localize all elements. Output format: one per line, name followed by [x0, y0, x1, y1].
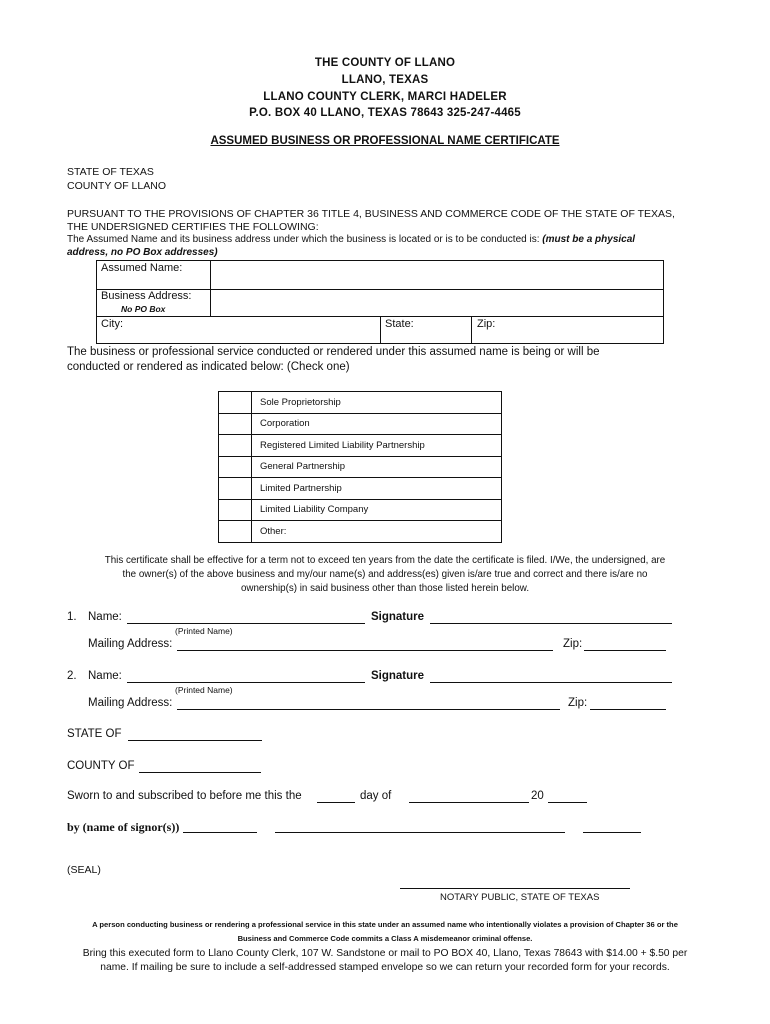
entity-label: Corporation	[260, 418, 310, 430]
field-divider	[210, 260, 211, 316]
signer-1-mailing-input[interactable]	[177, 650, 553, 651]
certification-line-3: ownership(s) in said business other than those listed herein below.	[240, 583, 530, 594]
certification-line-2: the owner(s) of the above business and my/our name(s) and address(es) given is/are true and correct and there is/are no	[122, 569, 648, 580]
header-line-1: THE COUNTY OF LLANO	[314, 57, 456, 69]
state-of-input[interactable]	[128, 740, 262, 741]
signer-2-printed-label: (Printed Name)	[175, 685, 233, 695]
sworn-day-input[interactable]	[317, 802, 355, 803]
instructions-line-1: Bring this executed form to Llano County Clerk, 107 W. Sandstone or mail to PO BOX 40, Llano, Texas 78643 with $14.00 + $.50 per	[82, 948, 688, 959]
zip-field-label: Zip:	[477, 318, 496, 330]
signer-1-number: 1.	[67, 611, 77, 623]
signor-input-1[interactable]	[183, 832, 257, 833]
county-label: COUNTY OF LLANO	[67, 180, 166, 192]
warning-line-1: A person conducting business or rendering a professional service in this state under an assumed name who intentionally violates a provision of Chapter 36 or the	[92, 920, 678, 929]
signer-2-zip-label: Zip:	[568, 697, 588, 709]
entity-row	[219, 457, 501, 479]
state-of-label: STATE OF	[67, 728, 122, 740]
city-label: City:	[101, 318, 123, 330]
zip-divider	[471, 316, 472, 343]
signer-2-signature-input[interactable]	[430, 682, 672, 683]
signer-1-printed-label: (Printed Name)	[175, 626, 233, 636]
assumed-note-1: (must be a physical	[542, 234, 636, 245]
entity-row	[219, 478, 501, 500]
entity-checkbox[interactable]	[219, 435, 252, 456]
county-of-label: COUNTY OF	[67, 760, 135, 772]
entity-label: Limited Liability Company	[260, 504, 369, 516]
sworn-month-input[interactable]	[409, 802, 529, 803]
entity-row	[219, 435, 501, 457]
signer-2-mailing-label: Mailing Address:	[88, 697, 173, 709]
day-of-label: day of	[360, 790, 392, 802]
entity-label: General Partnership	[260, 461, 346, 473]
business-address-input[interactable]	[214, 290, 658, 312]
instructions-line-2: name. If mailing be sure to include a self-addressed stamped envelope so we can return your recorded form for your records.	[100, 962, 670, 973]
signer-2-name-label: Name:	[88, 670, 122, 682]
entity-checkbox[interactable]	[219, 521, 252, 542]
entity-type-table	[218, 391, 502, 543]
signer-1-name-input[interactable]	[127, 623, 365, 624]
city-input[interactable]	[130, 318, 375, 338]
entity-checkbox[interactable]	[219, 478, 252, 499]
header-line-3: LLANO COUNTY CLERK, MARCI HADELER	[263, 91, 507, 103]
notary-label: NOTARY PUBLIC, STATE OF TEXAS	[440, 892, 600, 903]
notary-signature-line[interactable]	[400, 888, 630, 889]
signer-2-zip-input[interactable]	[590, 709, 666, 710]
sworn-year-input[interactable]	[548, 802, 587, 803]
signor-input-3[interactable]	[583, 832, 641, 833]
entity-label: Limited Partnership	[260, 482, 342, 494]
document-title: ASSUMED BUSINESS OR PROFESSIONAL NAME CERTIFICATE	[210, 135, 560, 147]
entity-row	[219, 392, 501, 414]
signer-1-zip-input[interactable]	[584, 650, 666, 651]
certification-line-1: This certificate shall be effective for a term not to exceed ten years from the date the certificate is filed. I/We, the undersigned, are	[104, 555, 666, 566]
state-input[interactable]	[420, 318, 468, 338]
signer-1-signature-input[interactable]	[430, 623, 672, 624]
assumed-intro-text: The Assumed Name and its business address under which the business is located or is to be conducted is:	[67, 234, 540, 245]
signer-1-zip-label: Zip:	[563, 638, 583, 650]
business-type-line-2: conducted or rendered as indicated below: (Check one)	[67, 361, 350, 373]
zip-input[interactable]	[502, 318, 657, 338]
signer-2-signature-label: Signature	[371, 670, 425, 682]
entity-label: Other:	[260, 525, 287, 537]
header-line-2: LLANO, TEXAS	[341, 74, 429, 86]
assumed-name-input[interactable]	[214, 262, 658, 284]
assumed-name-label: Assumed Name:	[101, 262, 183, 274]
sworn-label: Sworn to and subscribed to before me this the	[67, 790, 302, 802]
warning-line-2: Business and Commerce Code commits a Class A misdemeanor criminal offense.	[237, 934, 533, 943]
signer-1-mailing-label: Mailing Address:	[88, 638, 173, 650]
county-of-input[interactable]	[139, 772, 261, 773]
state-label: STATE OF TEXAS	[67, 166, 154, 178]
signer-1-name-label: Name:	[88, 611, 122, 623]
entity-checkbox[interactable]	[219, 392, 252, 413]
business-address-label: Business Address:	[101, 290, 192, 302]
signer-2-mailing-input[interactable]	[177, 709, 560, 710]
no-po-box-label: No PO Box	[121, 304, 166, 314]
by-signor-label: by (name of signor(s))	[67, 820, 180, 834]
header-line-4: P.O. BOX 40 LLANO, TEXAS 78643 325-247-4465	[249, 107, 521, 119]
assumed-intro	[67, 234, 707, 245]
entity-row	[219, 500, 501, 522]
pursuant-line-2: THE UNDERSIGNED CERTIFIES THE FOLLOWING:	[67, 221, 319, 233]
entity-checkbox[interactable]	[219, 457, 252, 478]
entity-label: Sole Proprietorship	[260, 396, 341, 408]
entity-row	[219, 521, 501, 542]
entity-row	[219, 414, 501, 436]
signer-2-number: 2.	[67, 670, 77, 682]
entity-checkbox[interactable]	[219, 500, 252, 521]
signor-input-2[interactable]	[275, 832, 565, 833]
assumed-note-2: address, no PO Box addresses)	[67, 247, 218, 258]
signer-1-signature-label: Signature	[371, 611, 425, 623]
pursuant-line-1: PURSUANT TO THE PROVISIONS OF CHAPTER 36 TITLE 4, BUSINESS AND COMMERCE CODE OF THE STATE OF TEXAS,	[67, 208, 675, 220]
year-prefix-label: 20	[531, 790, 544, 802]
entity-checkbox[interactable]	[219, 414, 252, 435]
business-type-line-1: The business or professional service conducted or rendered under this assumed name is being or will be	[67, 346, 600, 358]
state-field-label: State:	[385, 318, 414, 330]
state-divider	[380, 316, 381, 343]
seal-label: (SEAL)	[67, 864, 101, 876]
entity-label: Registered Limited Liability Partnership	[260, 439, 425, 451]
signer-2-name-input[interactable]	[127, 682, 365, 683]
